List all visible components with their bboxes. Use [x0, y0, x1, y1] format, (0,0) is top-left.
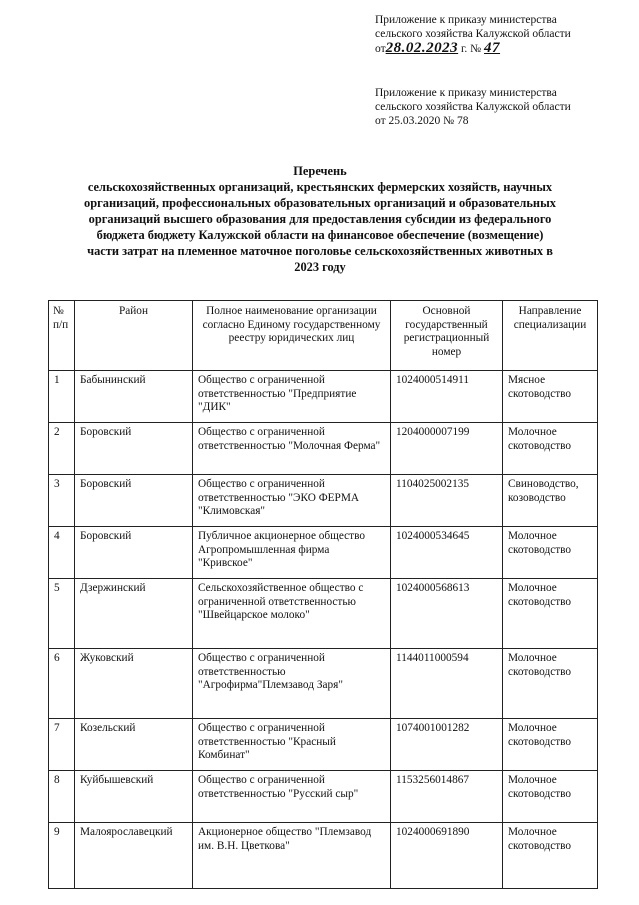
title-line-5: части затрат на племенное маточное поголовье сельскохозяйственных животных в — [87, 244, 553, 258]
cell-ogrn: 1024000691890 — [391, 823, 503, 889]
cell-name: Общество с ограниченной ответственностью "ЭКО ФЕРМА "Климовская" — [193, 475, 391, 527]
cell-spec: Молочное скотоводство — [503, 823, 598, 889]
appendix-current — [375, 13, 595, 56]
cell-ogrn: 1074001001282 — [391, 719, 503, 771]
cell-num: 6 — [49, 649, 75, 719]
cell-num: 3 — [49, 475, 75, 527]
header-spec: Направление специализации — [503, 301, 598, 371]
table-row — [49, 649, 598, 719]
title-line-2: организаций, профессиональных образовательных организаций и образовательных — [84, 196, 556, 210]
table-row — [49, 579, 598, 649]
handwritten-date: 28.02.2023 — [385, 40, 459, 56]
cell-ogrn: 1144011000594 — [391, 649, 503, 719]
cell-ogrn: 1104025002135 — [391, 475, 503, 527]
table-row — [49, 527, 598, 579]
cell-name: Публичное акционерное общество Агропромышленная фирма "Кривское" — [193, 527, 391, 579]
cell-spec: Свиноводство, козоводство — [503, 475, 598, 527]
document-title — [55, 163, 585, 275]
cell-spec: Молочное скотоводство — [503, 771, 598, 823]
cell-name: Общество с ограниченной ответственностью "Предприятие "ДИК" — [193, 371, 391, 423]
cell-ogrn: 1024000514911 — [391, 371, 503, 423]
title-line-1: сельскохозяйственных организаций, крестьянских фермерских хозяйств, научных — [87, 180, 553, 194]
handwritten-number: 47 — [484, 40, 501, 56]
cell-district: Бабынинский — [75, 371, 193, 423]
cell-district: Боровский — [75, 423, 193, 475]
header-num: № п/п — [49, 301, 75, 371]
cell-spec: Молочное скотоводство — [503, 719, 598, 771]
appendix-current-line3 — [375, 41, 595, 56]
cell-num: 4 — [49, 527, 75, 579]
header-district: Район — [75, 301, 193, 371]
cell-spec: Молочное скотоводство — [503, 423, 598, 475]
title-line-4: бюджета бюджету Калужской области на финансовое обеспечение (возмещение) — [96, 228, 544, 242]
cell-name: Общество с ограниченной ответственностью "Молочная Ферма" — [193, 423, 391, 475]
cell-ogrn: 1204000007199 — [391, 423, 503, 475]
cell-spec: Молочное скотоводство — [503, 649, 598, 719]
table-row — [49, 771, 598, 823]
cell-district: Боровский — [75, 475, 193, 527]
table-row — [49, 423, 598, 475]
cell-ogrn: 1024000534645 — [391, 527, 503, 579]
cell-district: Малоярославецкий — [75, 823, 193, 889]
cell-spec: Молочное скотоводство — [503, 527, 598, 579]
cell-num: 9 — [49, 823, 75, 889]
appendix-original-line3: от 25.03.2020 № 78 — [375, 115, 469, 127]
date-prefix: от — [375, 43, 386, 55]
appendix-original-line2: сельского хозяйства Калужской области — [375, 101, 571, 113]
cell-name: Акционерное общество "Племзавод им. В.Н. Цветкова" — [193, 823, 391, 889]
appendix-original-line1: Приложение к приказу министерства — [375, 87, 557, 99]
table-row — [49, 823, 598, 889]
cell-num: 5 — [49, 579, 75, 649]
appendix-original — [375, 86, 595, 128]
cell-num: 7 — [49, 719, 75, 771]
cell-district: Жуковский — [75, 649, 193, 719]
cell-ogrn: 1024000568613 — [391, 579, 503, 649]
cell-ogrn: 1153256014867 — [391, 771, 503, 823]
cell-num: 8 — [49, 771, 75, 823]
table-row — [49, 719, 598, 771]
cell-spec: Молочное скотоводство — [503, 579, 598, 649]
header-ogrn: Основной государственный регистрационный номер — [391, 301, 503, 371]
appendix-current-line2: сельского хозяйства Калужской области — [375, 28, 571, 40]
number-prefix: г. № — [461, 43, 482, 55]
cell-district: Боровский — [75, 527, 193, 579]
cell-name: Общество с ограниченной ответственностью "Агрофирма"Племзавод Заря" — [193, 649, 391, 719]
cell-num: 1 — [49, 371, 75, 423]
title-line-6: 2023 году — [294, 260, 346, 274]
organizations-table — [48, 300, 598, 889]
cell-name: Сельскохозяйственное общество с ограниченной ответственностью "Швейцарское молоко" — [193, 579, 391, 649]
table-header-row — [49, 301, 598, 371]
table-row — [49, 475, 598, 527]
cell-district: Куйбышевский — [75, 771, 193, 823]
cell-num: 2 — [49, 423, 75, 475]
title-line-3: организаций высшего образования для предоставления субсидии из федерального — [88, 212, 552, 226]
cell-spec: Мясное скотоводство — [503, 371, 598, 423]
appendix-current-line1: Приложение к приказу министерства — [375, 14, 557, 26]
table-row — [49, 371, 598, 423]
cell-name: Общество с ограниченной ответственностью "Русский сыр" — [193, 771, 391, 823]
cell-district: Дзержинский — [75, 579, 193, 649]
title-heading: Перечень — [293, 164, 347, 178]
cell-name: Общество с ограниченной ответственностью "Красный Комбинат" — [193, 719, 391, 771]
header-name: Полное наименование организации согласно Единому государственному реестру юридических лиц — [193, 301, 391, 371]
cell-district: Козельский — [75, 719, 193, 771]
